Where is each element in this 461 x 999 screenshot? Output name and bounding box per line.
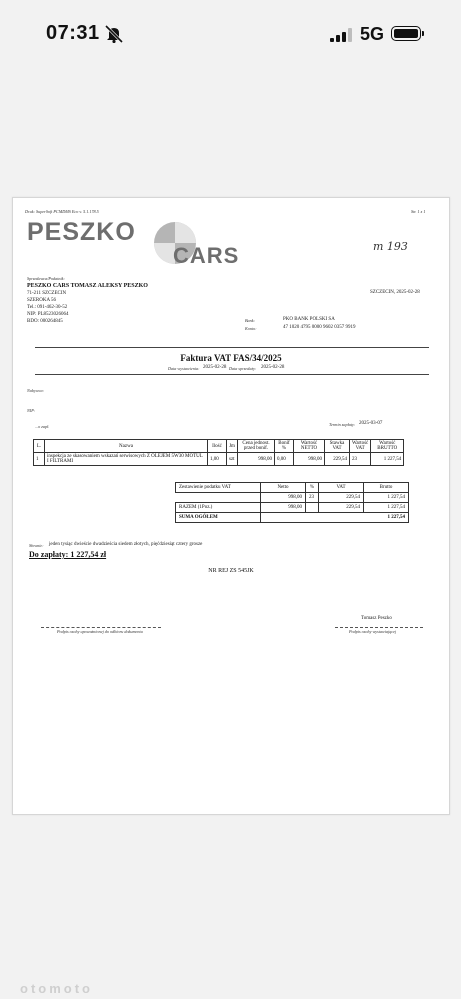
summary-col-gross: Brutto — [364, 483, 409, 493]
invoice-document — [12, 197, 450, 815]
col-gross: Wartość BRUTTO — [371, 440, 404, 453]
summary-col-net: Netto — [261, 483, 306, 493]
total-row — [176, 513, 409, 523]
logo-cars: CARS — [173, 243, 240, 268]
signature-caption-right: Podpis osoby wystawiającej — [349, 629, 397, 634]
battery-tip — [422, 31, 424, 36]
summary-vat: 229,54 — [319, 503, 364, 513]
item-name: inspekcja ze skasowaniem wskazań serwisowych Z OLEJEM 5W30 MOTUL I FILTRAMI — [45, 453, 208, 466]
registration-number: NR REJ ZS 545JK — [208, 568, 254, 574]
amount-due: Do zapłaty: 1 227,54 zł — [29, 550, 107, 559]
summary-net: 998,00 — [261, 493, 306, 503]
bell-muted-icon — [103, 25, 125, 43]
col-name: Nazwa — [45, 440, 208, 453]
item-qty: 1,00 — [208, 453, 227, 466]
item-rate: 23 — [350, 453, 371, 466]
seller-bdo: BDO: 000264845 — [27, 319, 63, 324]
summary-header-row — [176, 483, 409, 493]
col-price: Cena jednost. przed bonif. — [238, 440, 275, 453]
item-vat: 229,54 — [325, 453, 350, 466]
seller-nip: NIP: PL8523026064 — [27, 312, 69, 317]
col-qty: Ilość — [208, 440, 227, 453]
summary-label — [176, 493, 261, 503]
network-type: 5G — [360, 24, 385, 44]
handwritten-note: m 193 — [373, 240, 408, 253]
account-number: 47 1020 4795 0000 9602 0357 9919 — [283, 325, 356, 330]
seller-street: SZEROKA 56 — [27, 298, 57, 303]
item-disc: 0,00 — [275, 453, 294, 466]
seller-city: 71-211 SZCZECIN — [27, 291, 67, 296]
col-vat: Wartość VAT — [350, 440, 371, 453]
summary-title: Zestawienie podatku VAT — [176, 483, 261, 493]
summary-label: RAZEM (1Poz.) — [176, 503, 261, 513]
item-gross: 1 227,54 — [371, 453, 404, 466]
summary-gross: 1 227,54 — [364, 493, 409, 503]
battery-icon — [391, 26, 421, 41]
seller-label: Sprzedawca/Podatnik: — [27, 276, 65, 281]
printer-note: Druk: SuperSoft PCMDMS Eco v. 5.1.178.5 — [25, 209, 99, 214]
summary-rate: 23 — [306, 493, 319, 503]
items-table — [33, 439, 404, 466]
item-net: 998,00 — [294, 453, 325, 466]
table-row — [34, 453, 404, 466]
due-date: 2025-03-07 — [359, 421, 383, 426]
status-bar — [0, 0, 461, 70]
summary-net: 998,00 — [261, 503, 306, 513]
invoice-title: Faktura VAT FAS/34/2025 — [180, 353, 282, 363]
signature-line-right — [335, 627, 423, 628]
due-label: Termin zapłaty: — [329, 422, 356, 427]
seller-tel: Tel.: 091-462-30-52 — [27, 305, 68, 310]
summary-col-rate: % — [306, 483, 319, 493]
total-label: SUMA OGÓŁEM — [176, 513, 261, 523]
items-header-row — [34, 440, 404, 453]
col-lp: L. — [34, 440, 45, 453]
table-row — [176, 493, 409, 503]
item-price: 998,00 — [238, 453, 275, 466]
issue-date: 2025-02-28 — [203, 365, 227, 370]
bank-name: PKO BANK POLSKI SA — [283, 317, 335, 322]
vat-summary-table — [175, 482, 409, 523]
page-note: Str. 1 z 1 — [411, 209, 426, 214]
buyer-label: Nabywca: — [27, 388, 44, 393]
seller-name: PESZKO CARS TOMASZ ALEKSY PESZKO — [27, 283, 148, 289]
col-net: Wartość NETTO — [294, 440, 325, 453]
summary-gross: 1 227,54 — [364, 503, 409, 513]
status-time: 07:31 — [46, 22, 100, 44]
account-label: Konto: — [245, 326, 257, 331]
summary-rate — [306, 503, 319, 513]
pay-method: ...o zapł. — [35, 424, 50, 429]
signer-name: Tomasz Peszko — [361, 616, 392, 621]
sale-label: Data sprzedaży: — [229, 366, 257, 371]
col-rate: Stawka VAT — [325, 440, 350, 453]
bank-label: Bank: — [245, 318, 255, 323]
summary-col-vat: VAT — [319, 483, 364, 493]
words-text: jeden tysiąc dwieście dwadzieścia siedem złotych, pięćdziesiąt cztery grosze — [49, 542, 203, 547]
watermark: otomoto — [20, 981, 93, 996]
logo-peszko: PESZKO — [27, 218, 136, 246]
issue-label: Data wystawienia: — [168, 366, 200, 371]
divider-mid — [35, 374, 429, 375]
signature-line-left — [41, 627, 161, 628]
words-label: Słownie: — [29, 543, 44, 548]
nip-label: NIP: — [27, 408, 36, 413]
signature-caption-left: Podpis osoby upoważnionej do odbioru dokumentu — [57, 629, 143, 634]
sale-date: 2025-02-28 — [261, 365, 285, 370]
item-lp: 1 — [34, 453, 45, 466]
place-date: SZCZECIN, 2025-02-28 — [370, 290, 420, 295]
total-value: 1 227,54 — [261, 513, 409, 523]
col-unit: Jm — [227, 440, 238, 453]
signal-icon — [330, 28, 352, 42]
table-row — [176, 503, 409, 513]
col-disc: Bonif % — [275, 440, 294, 453]
summary-vat: 229,54 — [319, 493, 364, 503]
divider-top — [35, 347, 429, 348]
item-unit: szt — [227, 453, 238, 466]
